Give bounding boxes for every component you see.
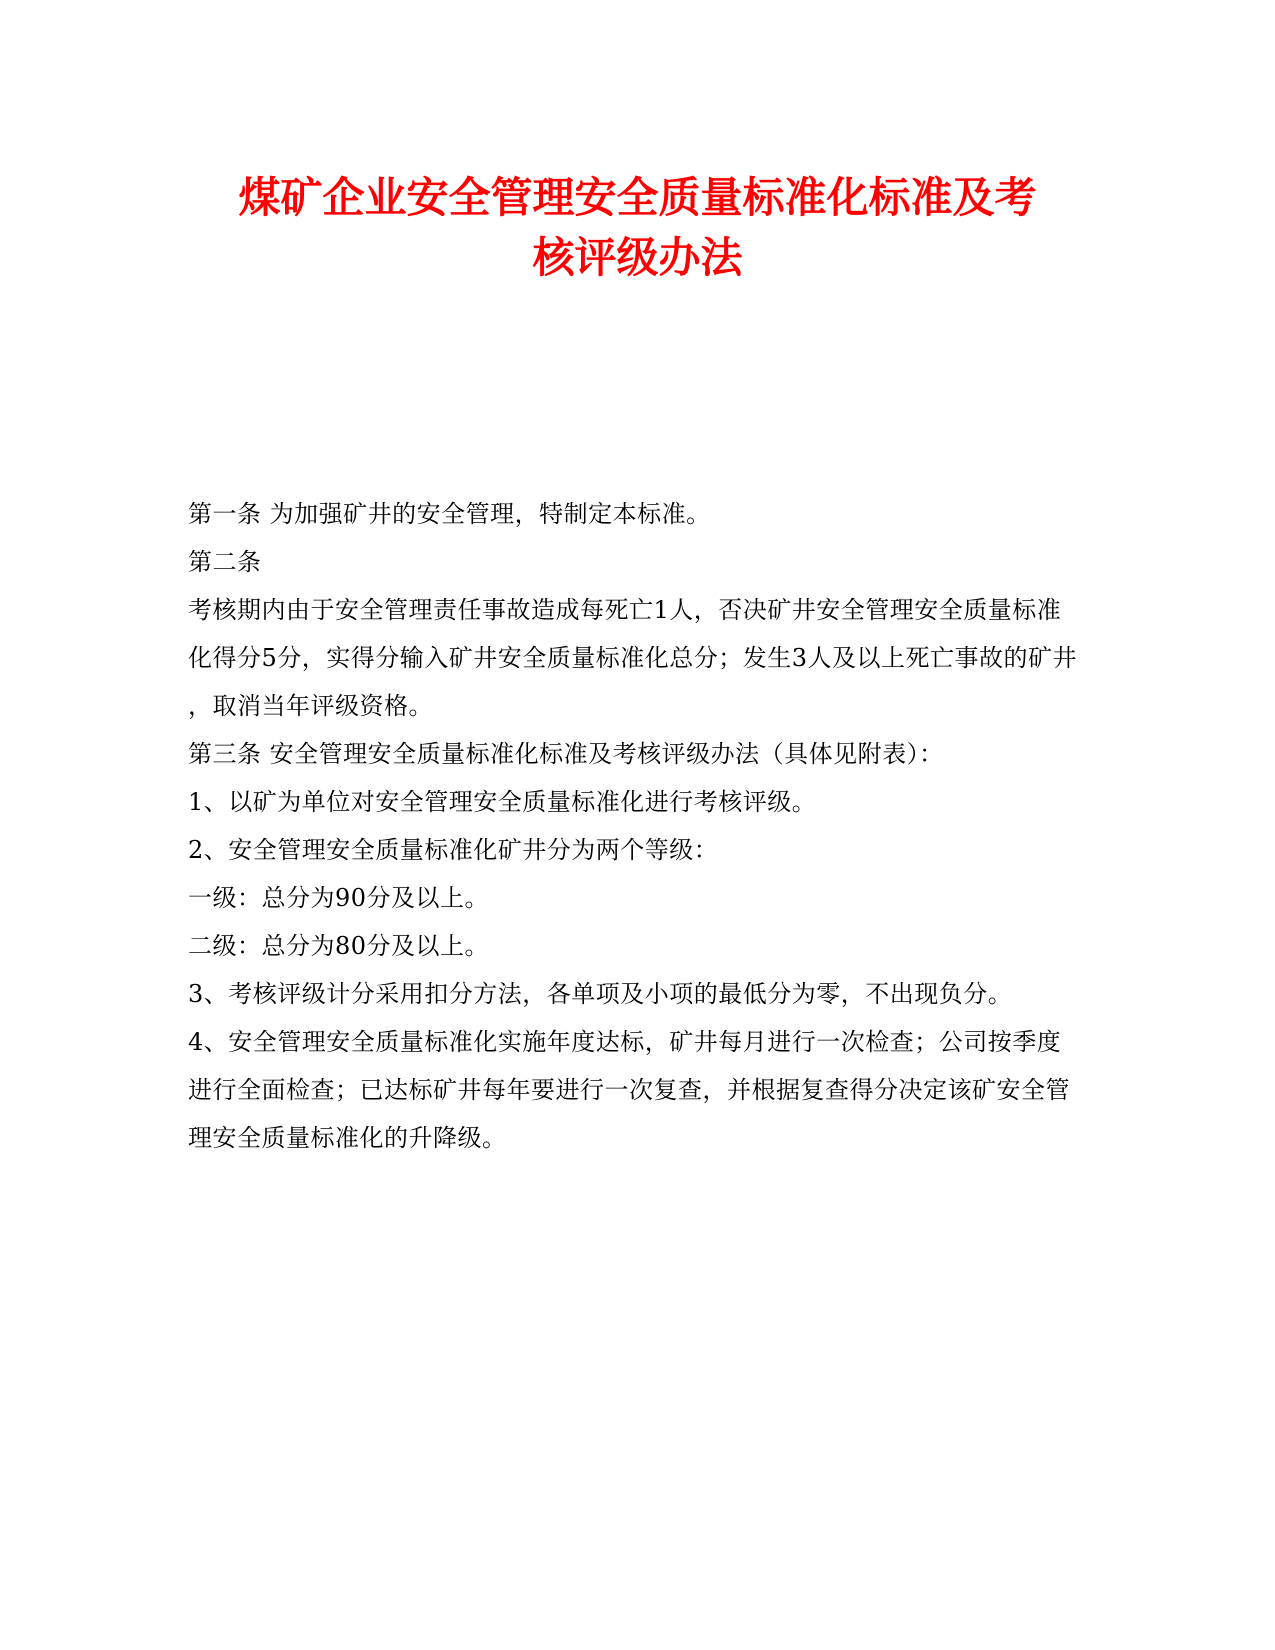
paragraph-article-3: 第三条 安全管理安全质量标准化标准及考核评级办法（具体见附表）：: [188, 740, 944, 768]
document-title: [150, 168, 1125, 288]
title-line-2: 核评级办法: [532, 233, 743, 282]
grade-level-2: 二级：总分为80分及以上。: [188, 932, 490, 960]
paragraph-article-2-line-2: 化得分5分，实得分输入矿井安全质量标准化总分；发生3人及以上死亡事故的矿井: [188, 644, 1078, 672]
paragraph-article-2-heading: 第二条: [188, 548, 262, 576]
list-item-1: 1、以矿为单位对安全管理安全质量标准化进行考核评级。: [188, 788, 817, 816]
document-body: [188, 490, 1088, 1162]
list-item-3: 3、考核评级计分采用扣分方法，各单项及小项的最低分为零，不出现负分。: [188, 980, 1013, 1008]
list-item-2: 2、安全管理安全质量标准化矿井分为两个等级：: [188, 836, 719, 864]
list-item-4-line-3: 理安全质量标准化的升降级。: [188, 1124, 507, 1152]
paragraph-article-2-line-1: 考核期内由于安全管理责任事故造成每死亡1人，否决矿井安全管理安全质量标准: [188, 596, 1062, 624]
list-item-4-line-2: 进行全面检查；已达标矿井每年要进行一次复查，并根据复查得分决定该矿安全管: [188, 1076, 1070, 1104]
grade-level-1: 一级：总分为90分及以上。: [188, 884, 490, 912]
list-item-4-line-1: 4、安全管理安全质量标准化实施年度达标，矿井每月进行一次检查；公司按季度: [188, 1028, 1062, 1056]
paragraph-article-2-line-3: ，取消当年评级资格。: [188, 692, 433, 720]
title-line-1: 煤矿企业安全管理安全质量标准化标准及考: [238, 173, 1037, 222]
paragraph-article-1: 第一条 为加强矿井的安全管理，特制定本标准。: [188, 500, 711, 528]
